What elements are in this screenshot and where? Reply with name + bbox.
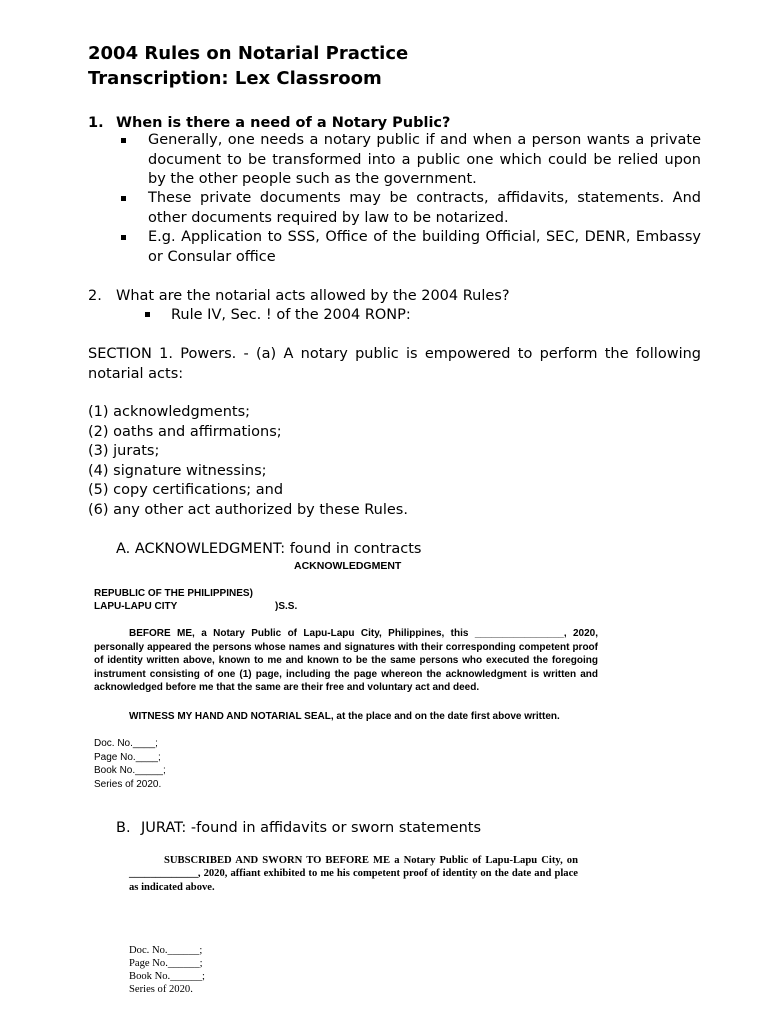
q1-bullet-3: E.g. Application to SSS, Office of the building Official, SEC, DENR, Embassy or Consular office [148, 229, 701, 265]
venue-city: LAPU-LAPU CITY [94, 601, 178, 612]
act-item: (1) acknowledgments; [88, 404, 251, 420]
bullet-square-icon [121, 235, 126, 240]
q2-bullet: Rule IV, Sec. ! of the 2004 RONP: [171, 307, 411, 323]
doc-no: Doc. No.____; [94, 738, 158, 749]
q2-question: What are the notarial acts allowed by the 2004 Rules? [116, 288, 510, 304]
jurat-page-no: Page No.______; [129, 958, 203, 969]
act-item: (3) jurats; [88, 443, 160, 459]
venue-ss: )S.S. [275, 601, 298, 612]
page-no: Page No.____; [94, 752, 161, 763]
series: Series of 2020. [94, 779, 162, 790]
book-no: Book No._____; [94, 765, 166, 776]
act-item: (6) any other act authorized by these Rules. [88, 502, 408, 518]
act-item: (5) copy certifications; and [88, 482, 284, 498]
subsection-a-heading: A. ACKNOWLEDGMENT: found in contracts [116, 541, 422, 557]
jurat-body: SUBSCRIBED AND SWORN TO BEFORE ME a Notary Public of Lapu-Lapu City, on _____________, 2020, affiant exhibited to me his competent proof of identity on the date and place as indicated above. [129, 855, 578, 893]
acknowledgment-witness: WITNESS MY HAND AND NOTARIAL SEAL, at the place and on the date first above written. [129, 711, 560, 722]
bullet-square-icon [121, 196, 126, 201]
jurat-series: Series of 2020. [129, 984, 193, 995]
bullet-square-icon [145, 312, 150, 317]
venue-republic: REPUBLIC OF THE PHILIPPINES) [94, 588, 253, 599]
q1-question: When is there a need of a Notary Public? [116, 115, 451, 131]
q1-bullet-1: Generally, one needs a notary public if and when a person wants a private document to be transformed into a public one which could be relied upon by the other people such as the government. [148, 132, 701, 187]
document-title: 2004 Rules on Notarial Practice [88, 43, 409, 64]
jurat-book-no: Book No.______; [129, 971, 205, 982]
q1-number: 1. [88, 115, 104, 131]
subsection-b-heading: JURAT: -found in affidavits or sworn statements [141, 820, 482, 836]
act-item: (4) signature witnessins; [88, 463, 267, 479]
acknowledgment-body: BEFORE ME, a Notary Public of Lapu-Lapu City, Philippines, this ________________, 2020, personally appeared the persons whose names and signatures with their corresponding competent proof of identity written above, known to me and known to be the same persons who executed the foregoing instrument consisting of one (1) page, including the page whereon the acknowledgment is written and acknowledged before me that the same are their free and voluntary act and deed. [94, 628, 598, 694]
bullet-square-icon [121, 138, 126, 143]
q2-number: 2. [88, 288, 102, 304]
section-1-text: SECTION 1. Powers. - (a) A notary public is empowered to perform the following notarial acts: [88, 346, 701, 382]
subsection-b-letter: B. [116, 820, 131, 836]
act-item: (2) oaths and affirmations; [88, 424, 282, 440]
q1-bullet-2: These private documents may be contracts, affidavits, statements. And other documents required by law to be notarized. [148, 190, 701, 226]
document-subtitle: Transcription: Lex Classroom [88, 68, 382, 89]
acknowledgment-heading: ACKNOWLEDGMENT [294, 560, 402, 572]
jurat-doc-no: Doc. No.______; [129, 945, 203, 956]
